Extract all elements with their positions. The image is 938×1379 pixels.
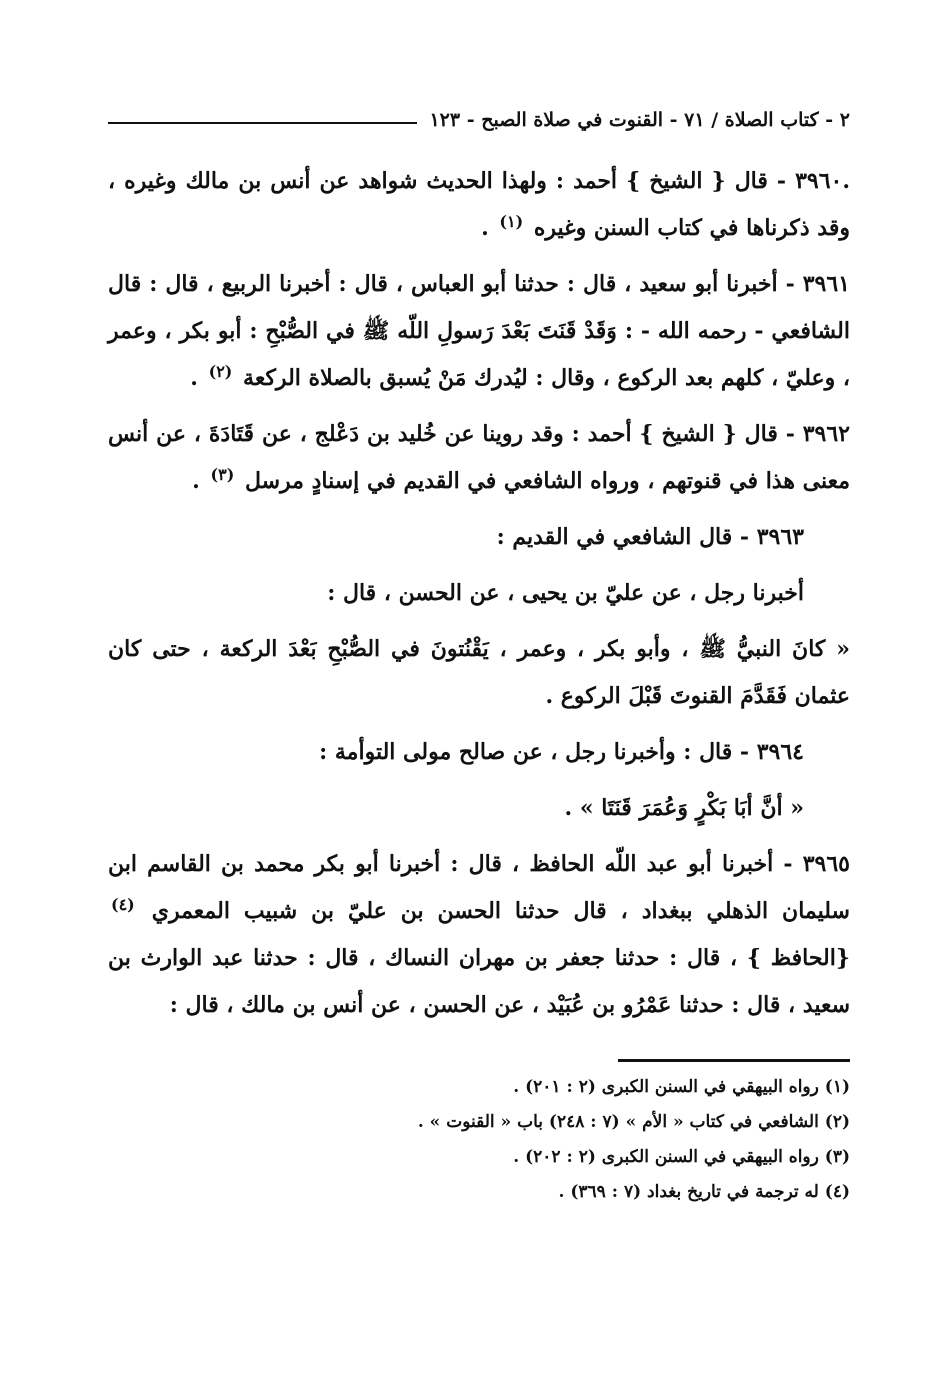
paragraph-3961 xyxy=(108,261,850,402)
paragraph-3960 xyxy=(108,158,850,252)
paragraph-text: « أنَّ أبَا بَكْرٍ وَعُمَرَ قَنَتَا » . xyxy=(564,795,804,821)
paragraph-3964-quote xyxy=(108,785,850,832)
paragraph-text: ٣٩٦٢ - قال { الشيخ } أحمد : وقد روينا عن خُليد بن دَعْلج ، عن قَتَادَةَ ، عن أنس معنى هذا في قنوتهم ، ورواه الشافعي في القديم في إسنادٍ مرسل xyxy=(108,421,850,494)
paragraph-text: .٣٩٦٠ - قال { الشيخ } أحمد : ولهذا الحديث شواهد عن أنس بن مالك وغيره ، وقد ذكرناها في كتاب السنن وغيره xyxy=(108,168,850,241)
paragraph-tail: {الحافظ } ، قال : حدثنا جعفر بن مهران النساك ، قال : حدثنا عبد الوارث بن سعيد ، قال : حدثنا عَمْرُو بن عُبَيْد ، عن الحسن ، عن أنس بن مالك ، قال : xyxy=(108,945,850,1018)
body-text xyxy=(108,158,850,1029)
paragraph-3963-quote xyxy=(108,626,850,720)
paragraph-tail: . xyxy=(190,365,198,391)
running-header xyxy=(108,100,850,140)
paragraph-tail: . xyxy=(192,468,200,494)
paragraph-3962 xyxy=(108,411,850,505)
footnote-ref: (٣) xyxy=(210,464,235,484)
header-rule xyxy=(108,122,417,124)
paragraph-3963 xyxy=(108,514,850,561)
footnote-rule xyxy=(618,1059,850,1062)
paragraph-text: ٣٩٦٣ - قال الشافعي في القديم : xyxy=(496,524,804,550)
footnote-ref: (٢) xyxy=(208,361,233,381)
footnote-4: (٤) له ترجمة في تاريخ بغداد (٧ : ٣٦٩) . xyxy=(558,1182,850,1202)
paragraph-text: ٣٩٦٥ - أخبرنا أبو عبد اللّه الحافظ ، قال : أخبرنا أبو بكر محمد بن القاسم ابن سليمان الذهلي ببغداد ، قال حدثنا الحسن بن عليّ بن شبيب المعمري xyxy=(108,851,850,924)
paragraph-text: ٣٩٦٤ - قال : وأخبرنا رجل ، عن صالح مولى التوأمة : xyxy=(319,739,804,765)
footnotes xyxy=(108,1070,850,1210)
footnote-ref: (٤) xyxy=(111,894,135,914)
footnote-2: (٢) الشافعي في كتاب « الأم » (٧ : ٢٤٨) باب « القنوت » . xyxy=(417,1112,850,1132)
paragraph-tail: . xyxy=(481,215,489,241)
paragraph-text: « كانَ النبيُّ ﷺ ، وأبو بكر ، وعمر ، يَقْنُتونَ في الصُّبْحِ بَعْدَ الركعة ، حتى كان عثمان فَقَدَّمَ القنوتَ قَبْلَ الركوع . xyxy=(108,636,850,709)
paragraph-text: ٣٩٦١ - أخبرنا أبو سعيد ، قال : حدثنا أبو العباس ، قال : أخبرنا الربيع ، قال : قال الشافعي - رحمه الله - : وَقَدْ قَنَتَ بَعْدَ رَسولِ اللّه ﷺ في الصُّبْحِ : أبو بكر ، وعمر ، وعليّ ، كلهم بعد الركوع ، وقال : ليُدرك مَنْ يُسبق بالصلاة الركعة xyxy=(108,271,850,391)
footnote-ref: (١) xyxy=(499,211,524,231)
footnote-3: (٣) رواه البيهقي في السنن الكبرى (٢ : ٢٠٢) . xyxy=(513,1147,850,1167)
footnote-1: (١) رواه البيهقي في السنن الكبرى (٢ : ٢٠١) . xyxy=(513,1077,850,1097)
paragraph-3965 xyxy=(108,841,850,1029)
running-title: ٢ - كتاب الصلاة / ٧١ - القنوت في صلاة الصبح - ١٢٣ xyxy=(429,109,850,131)
paragraph-3964 xyxy=(108,729,850,776)
paragraph-3963-chain xyxy=(108,570,850,617)
paragraph-text: أخبرنا رجل ، عن عليّ بن يحيى ، عن الحسن ، قال : xyxy=(327,580,804,606)
book-page xyxy=(108,100,850,1210)
